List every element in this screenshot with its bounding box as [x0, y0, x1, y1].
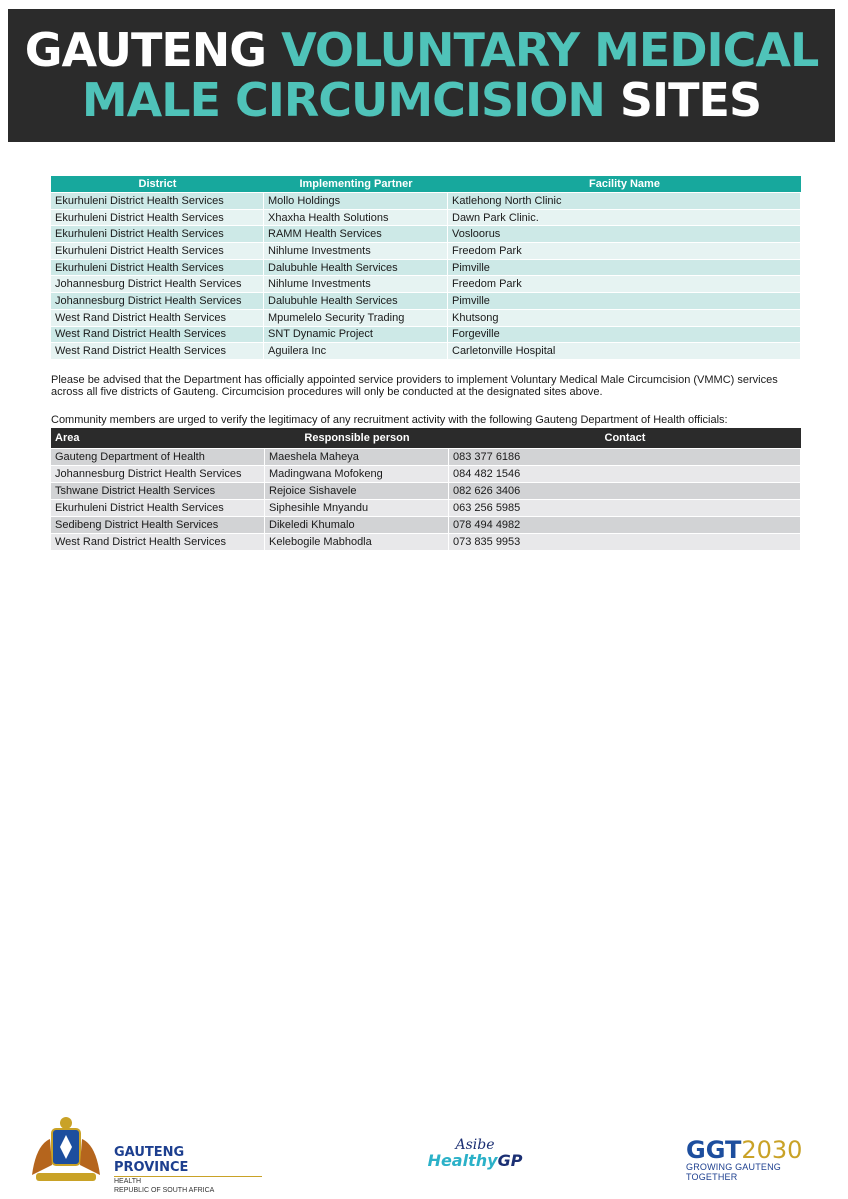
- title-line-2: [8, 75, 835, 125]
- district-cell: Ekurhuleni District Health Services: [51, 193, 264, 209]
- official-row: [51, 466, 801, 482]
- healthy-word: Healthy: [427, 1151, 498, 1170]
- person-cell: Dikeledi Khumalo: [265, 517, 449, 533]
- person-cell: Rejoice Sishavele: [265, 483, 449, 499]
- ggt-letters: GGT: [686, 1136, 742, 1164]
- facility-cell: Carletonville Hospital: [448, 343, 801, 359]
- site-row: [51, 276, 801, 292]
- area-cell: Johannesburg District Health Services: [51, 466, 265, 482]
- contact-cell: 084 482 1546: [449, 466, 801, 482]
- title-line-1: [8, 9, 835, 75]
- facility-cell: Freedom Park: [448, 243, 801, 259]
- sites-table: [51, 175, 801, 360]
- notice-verify-recruitment: Community members are urged to verify the legitimacy of any recruitment activity with the following Gauteng Department of Health officials:: [51, 414, 728, 426]
- coat-of-arms-icon: [22, 1115, 110, 1185]
- column-header-district: District: [51, 176, 264, 192]
- district-cell: Ekurhuleni District Health Services: [51, 260, 264, 276]
- partner-cell: RAMM Health Services: [264, 226, 448, 242]
- person-cell: Maeshela Maheya: [265, 449, 449, 465]
- person-cell: Madingwana Mofokeng: [265, 466, 449, 482]
- area-cell: Ekurhuleni District Health Services: [51, 500, 265, 516]
- column-header-responsible-person: Responsible person: [265, 428, 449, 448]
- contact-cell: 082 626 3406: [449, 483, 801, 499]
- official-row: [51, 500, 801, 516]
- partner-cell: Aguilera Inc: [264, 343, 448, 359]
- facility-cell: Forgeville: [448, 327, 801, 343]
- partner-cell: Nihlume Investments: [264, 243, 448, 259]
- official-row: [51, 449, 801, 465]
- title-word-gauteng: GAUTENG: [24, 23, 267, 77]
- facility-cell: Dawn Park Clinic.: [448, 210, 801, 226]
- contact-cell: 063 256 5985: [449, 500, 801, 516]
- site-row: [51, 327, 801, 343]
- country-name: REPUBLIC OF SOUTH AFRICA: [114, 1187, 215, 1194]
- title-word-sites: SITES: [619, 73, 762, 127]
- officials-table: [51, 427, 801, 551]
- site-row: [51, 193, 801, 209]
- official-row: [51, 483, 801, 499]
- asibe-text: Asibe: [455, 1137, 495, 1153]
- contact-cell: 083 377 6186: [449, 449, 801, 465]
- ggt-tagline: GROWING GAUTENG TOGETHER: [686, 1162, 781, 1182]
- officials-header-row: [51, 428, 801, 448]
- province-name: GAUTENG PROVINCE: [114, 1145, 262, 1177]
- column-header-implementing-partner: Implementing Partner: [264, 176, 448, 192]
- facility-cell: Freedom Park: [448, 276, 801, 292]
- column-header-facility-name: Facility Name: [448, 176, 801, 192]
- contact-cell: 073 835 9953: [449, 534, 801, 550]
- district-cell: Johannesburg District Health Services: [51, 293, 264, 309]
- healthy-gp-text: [420, 1152, 530, 1170]
- column-header-contact: Contact: [449, 428, 801, 448]
- site-row: [51, 343, 801, 359]
- site-row: [51, 243, 801, 259]
- area-cell: Gauteng Department of Health: [51, 449, 265, 465]
- asibe-healthy-gp-logo: [420, 1138, 530, 1178]
- area-cell: West Rand District Health Services: [51, 534, 265, 550]
- site-row: [51, 293, 801, 309]
- title-words-male-circumcision: MALE CIRCUMCISION: [81, 73, 605, 127]
- district-cell: West Rand District Health Services: [51, 327, 264, 343]
- partner-cell: Mollo Holdings: [264, 193, 448, 209]
- site-row: [51, 226, 801, 242]
- facility-cell: Pimville: [448, 260, 801, 276]
- contact-cell: 078 494 4982: [449, 517, 801, 533]
- title-words-voluntary-medical: VOLUNTARY MEDICAL: [281, 23, 819, 77]
- facility-cell: Khutsong: [448, 310, 801, 326]
- partner-cell: Dalubuhle Health Services: [264, 293, 448, 309]
- facility-cell: Katlehong North Clinic: [448, 193, 801, 209]
- district-cell: West Rand District Health Services: [51, 343, 264, 359]
- title-banner: [8, 9, 835, 142]
- ggt2030-logo: [686, 1136, 816, 1182]
- area-cell: Sedibeng District Health Services: [51, 517, 265, 533]
- person-cell: Siphesihle Mnyandu: [265, 500, 449, 516]
- district-cell: West Rand District Health Services: [51, 310, 264, 326]
- partner-cell: Dalubuhle Health Services: [264, 260, 448, 276]
- column-header-area: Area: [51, 428, 265, 448]
- district-cell: Ekurhuleni District Health Services: [51, 226, 264, 242]
- partner-cell: Nihlume Investments: [264, 276, 448, 292]
- official-row: [51, 534, 801, 550]
- partner-cell: SNT Dynamic Project: [264, 327, 448, 343]
- gauteng-province-text: [114, 1145, 262, 1195]
- area-cell: Tshwane District Health Services: [51, 483, 265, 499]
- site-row: [51, 260, 801, 276]
- partner-cell: Xhaxha Health Solutions: [264, 210, 448, 226]
- official-row: [51, 517, 801, 533]
- partner-cell: Mpumelelo Security Trading: [264, 310, 448, 326]
- facility-cell: Pimville: [448, 293, 801, 309]
- gauteng-province-logo: [22, 1115, 262, 1194]
- ggt2030-wordmark: [686, 1138, 816, 1162]
- facility-cell: Vosloorus: [448, 226, 801, 242]
- ggt-year: 2030: [741, 1136, 803, 1164]
- district-cell: Ekurhuleni District Health Services: [51, 243, 264, 259]
- gp-word: GP: [497, 1151, 523, 1170]
- sites-header-row: [51, 176, 801, 192]
- district-cell: Johannesburg District Health Services: [51, 276, 264, 292]
- person-cell: Kelebogile Mabhodla: [265, 534, 449, 550]
- site-row: [51, 310, 801, 326]
- notice-appointed-providers: Please be advised that the Department has officially appointed service providers to implement Voluntary Medical Male Circumcision (VMMC) services across all five districts of Gauteng. Circumcision procedures will only be conducted at the designated sites above.: [51, 374, 778, 398]
- department-name: HEALTH: [114, 1178, 142, 1185]
- site-row: [51, 210, 801, 226]
- district-cell: Ekurhuleni District Health Services: [51, 210, 264, 226]
